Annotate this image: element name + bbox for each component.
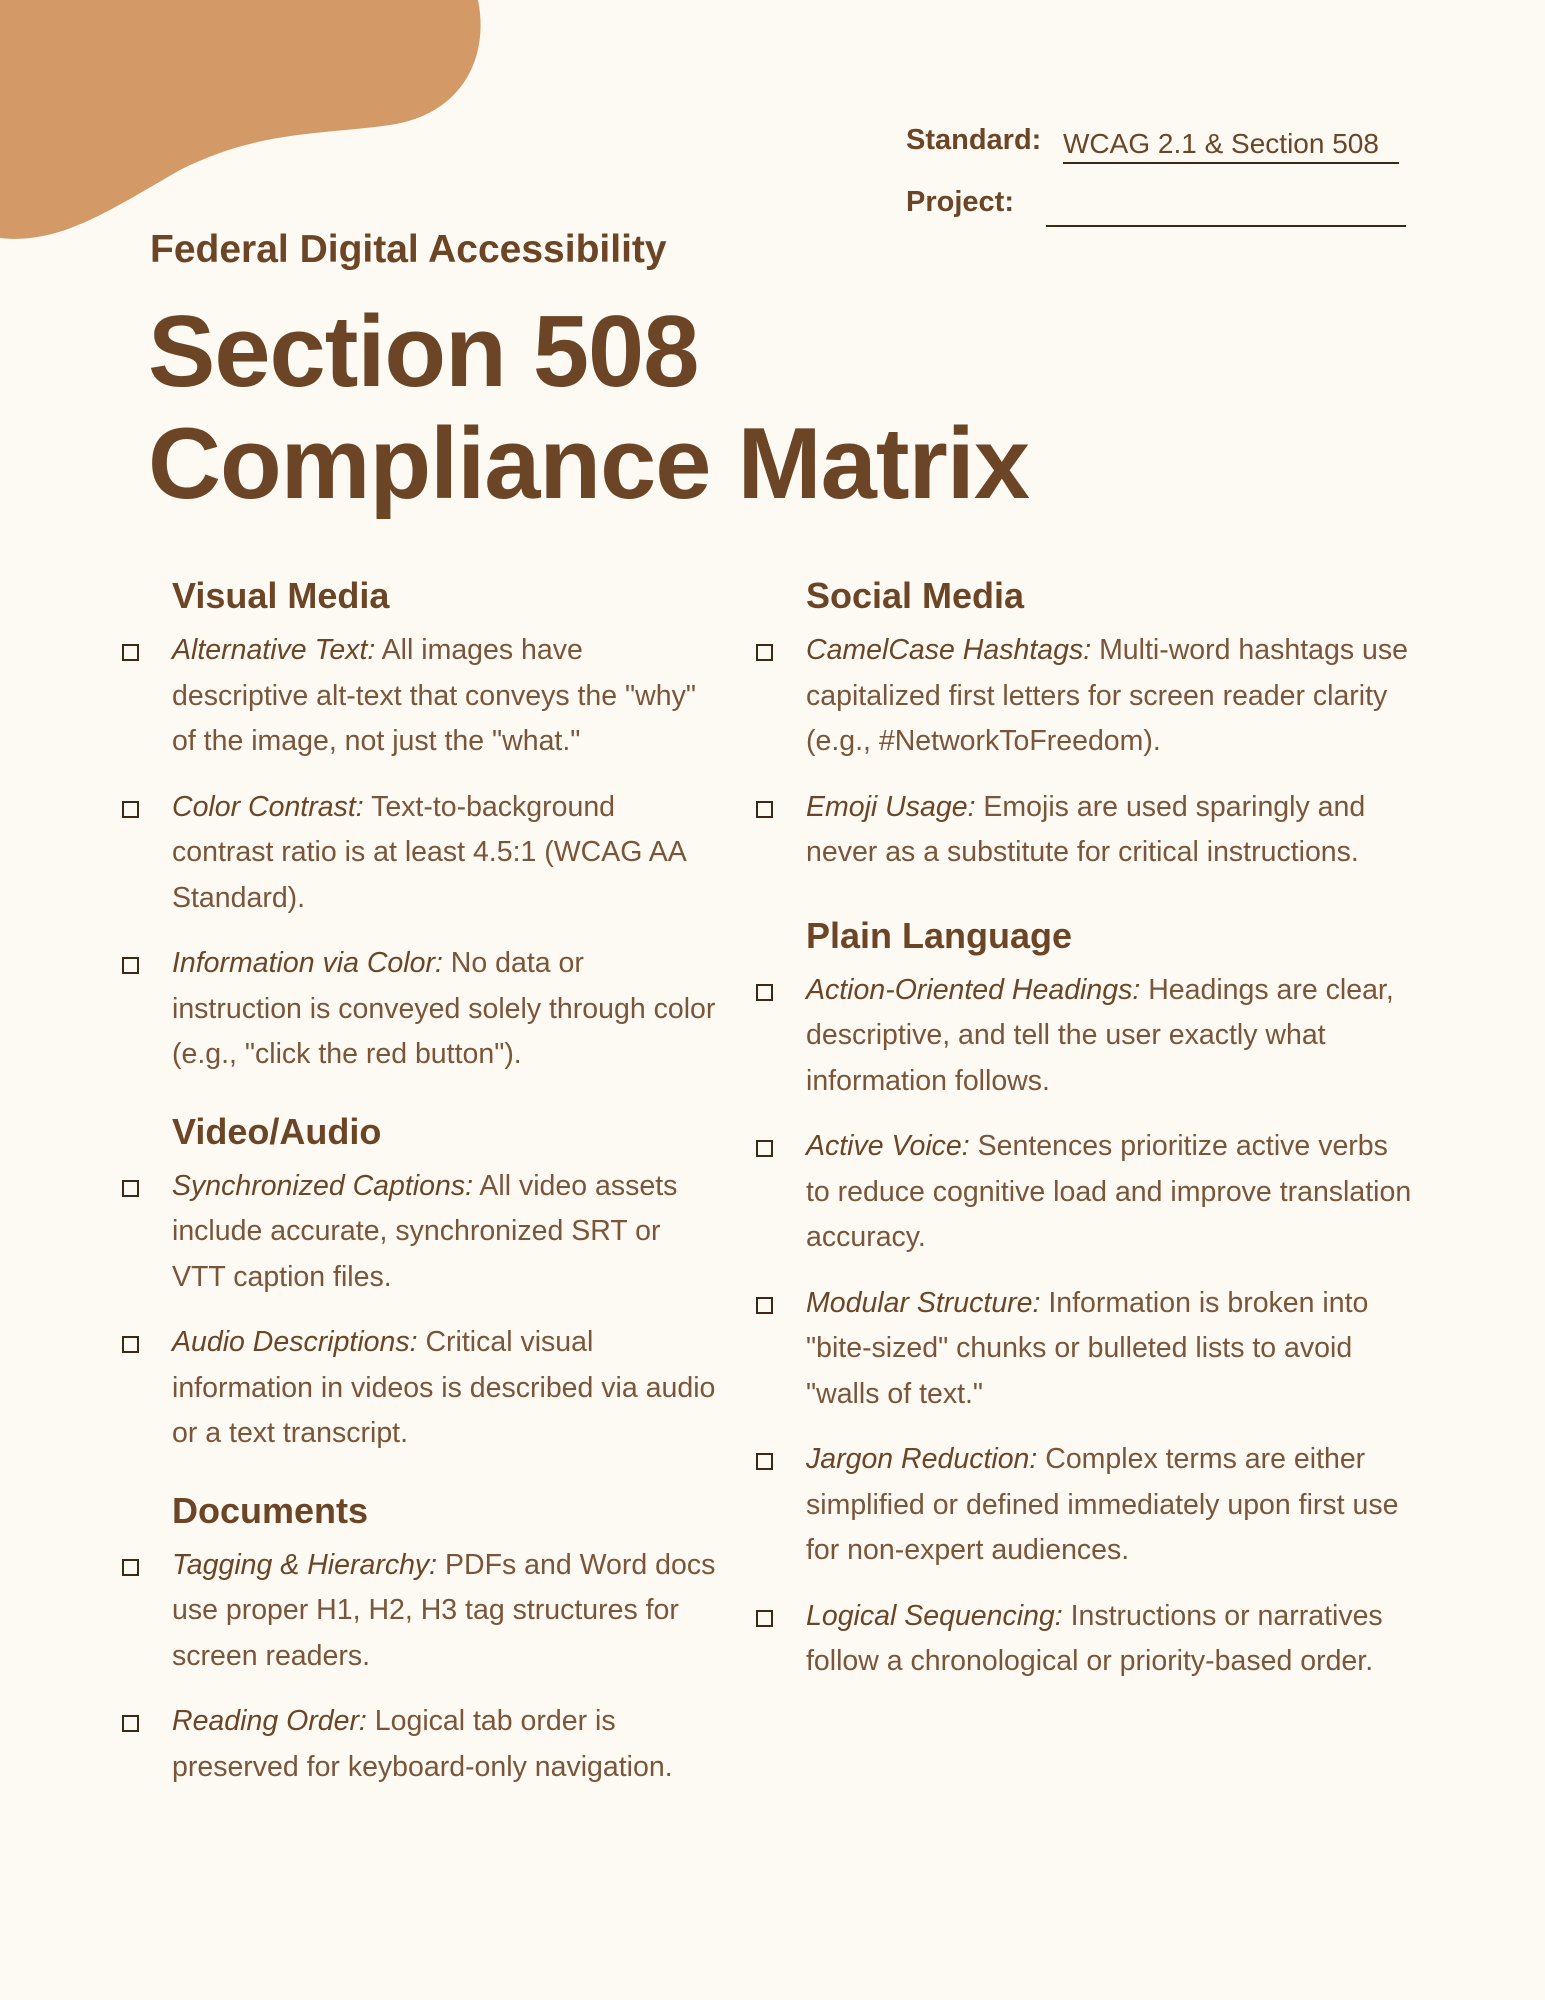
left-column — [118, 570, 718, 1818]
item-term: Active Voice: — [806, 1130, 970, 1162]
title-line-2: Compliance Matrix — [148, 408, 1030, 520]
item-term: Action-Oriented Headings: — [806, 973, 1141, 1006]
checklist-text — [172, 1699, 718, 1790]
item-description: No data or instruction is conveyed solely through color (e.g., "click the red button"). — [172, 947, 716, 1070]
item-description: Headings are clear, descriptive, and tell the user exactly what information follows. — [806, 973, 1394, 1097]
project-field[interactable] — [1046, 190, 1406, 227]
item-description: Text-to-background contrast ratio is at least 4.5:1 (WCAG AA Standard). — [172, 790, 686, 914]
checklist-text — [172, 1320, 718, 1457]
checkbox[interactable] — [756, 984, 773, 1001]
standard-label: Standard: — [906, 124, 1042, 156]
checklist-item — [752, 1594, 1412, 1685]
item-description: Multi-word hashtags use capitalized first letters for screen reader clarity (e.g., #NetworkToFreedom). — [806, 634, 1408, 757]
item-term: Tagging & Hierarchy: — [172, 1548, 438, 1581]
checklist-item — [118, 1543, 718, 1680]
section-visual-media — [118, 570, 718, 1078]
item-description: All images have descriptive alt-text that conveys the "why" of the image, not just the "what." — [172, 634, 696, 757]
checkbox[interactable] — [122, 644, 139, 661]
checklist-item — [752, 785, 1412, 876]
checklist-item — [118, 1320, 718, 1457]
standard-field[interactable]: WCAG 2.1 & Section 508 — [1063, 128, 1399, 164]
item-term: Modular Structure: — [806, 1286, 1041, 1319]
item-term: Audio Descriptions: — [172, 1326, 418, 1358]
decorative-blob — [0, 0, 490, 250]
item-term: Jargon Reduction: — [806, 1443, 1038, 1475]
checklist-text — [172, 1164, 718, 1301]
checklist-item — [752, 968, 1412, 1105]
checklist-item — [118, 1699, 718, 1790]
item-term: Information via Color: — [172, 947, 443, 979]
checkbox[interactable] — [122, 957, 139, 974]
checklist-item — [118, 628, 718, 765]
right-column — [752, 570, 1412, 1713]
checklist-text — [806, 628, 1412, 765]
project-label: Project: — [906, 186, 1014, 218]
checklist-text — [806, 1124, 1412, 1261]
checklist-item — [118, 785, 718, 922]
title-line-1: Section 508 — [148, 296, 699, 408]
checklist-text — [172, 1543, 718, 1680]
item-description: Sentences prioritize active verbs to reduce cognitive load and improve translation accuracy. — [806, 1130, 1412, 1253]
item-description: Critical visual information in videos is described via audio or a text transcript. — [172, 1326, 716, 1449]
checklist-item — [752, 628, 1412, 765]
checklist-text — [806, 968, 1412, 1105]
checklist-text — [172, 941, 718, 1078]
checklist-item — [752, 1437, 1412, 1574]
project-row — [906, 186, 1406, 248]
item-description: Emojis are used sparingly and never as a substitute for critical instructions. — [806, 790, 1366, 868]
section-social-media — [752, 570, 1412, 876]
section-heading: Visual Media — [172, 575, 390, 616]
checkbox[interactable] — [122, 1180, 139, 1197]
checklist-item — [118, 941, 718, 1078]
item-term: Alternative Text: — [172, 634, 376, 666]
section-heading: Plain Language — [806, 914, 1073, 956]
page-title — [148, 296, 1029, 520]
item-term: Color Contrast: — [172, 790, 364, 823]
checkbox[interactable] — [122, 801, 139, 818]
item-term: Emoji Usage: — [806, 790, 976, 823]
checkbox[interactable] — [756, 1453, 773, 1470]
item-term: CamelCase Hashtags: — [806, 634, 1092, 666]
item-description: Information is broken into "bite-sized" chunks or bulleted lists to avoid "walls of text." — [806, 1286, 1369, 1410]
checkbox[interactable] — [756, 1297, 773, 1314]
item-description: Logical tab order is preserved for keyboard-only navigation. — [172, 1705, 673, 1783]
checkbox[interactable] — [122, 1336, 139, 1353]
checklist-text — [806, 785, 1412, 876]
section-documents — [118, 1485, 718, 1791]
item-description: Complex terms are either simplified or defined immediately upon first use for non-expert audiences. — [806, 1443, 1399, 1566]
eyebrow-title: Federal Digital Accessibility — [150, 228, 667, 271]
checklist-text — [172, 785, 718, 922]
checklist-item — [752, 1124, 1412, 1261]
checkbox[interactable] — [122, 1715, 139, 1732]
section-heading: Video/Audio — [172, 1110, 382, 1152]
checkbox[interactable] — [756, 801, 773, 818]
checklist-text — [806, 1281, 1412, 1418]
checklist-item — [752, 1281, 1412, 1418]
section-plain-language — [752, 910, 1412, 1685]
checkbox[interactable] — [122, 1559, 139, 1576]
standard-row — [906, 124, 1406, 186]
checklist-text — [172, 628, 718, 765]
item-term: Reading Order: — [172, 1705, 367, 1737]
item-description: Instructions or narratives follow a chronological or priority-based order. — [806, 1599, 1383, 1677]
item-description: PDFs and Word docs use proper H1, H2, H3 tag structures for screen readers. — [172, 1548, 716, 1672]
item-term: Logical Sequencing: — [806, 1599, 1063, 1632]
document-meta — [906, 124, 1406, 248]
section-video-audio — [118, 1106, 718, 1457]
checklist-text — [806, 1437, 1412, 1574]
checkbox[interactable] — [756, 1140, 773, 1157]
checkbox[interactable] — [756, 644, 773, 661]
item-description: All video assets include accurate, synchronized SRT or VTT caption files. — [172, 1169, 678, 1293]
checklist-text — [806, 1594, 1412, 1685]
section-heading: Documents — [172, 1489, 369, 1531]
section-heading: Social Media — [806, 575, 1025, 616]
item-term: Synchronized Captions: — [172, 1169, 474, 1202]
checkbox[interactable] — [756, 1610, 773, 1627]
checklist-item — [118, 1164, 718, 1301]
